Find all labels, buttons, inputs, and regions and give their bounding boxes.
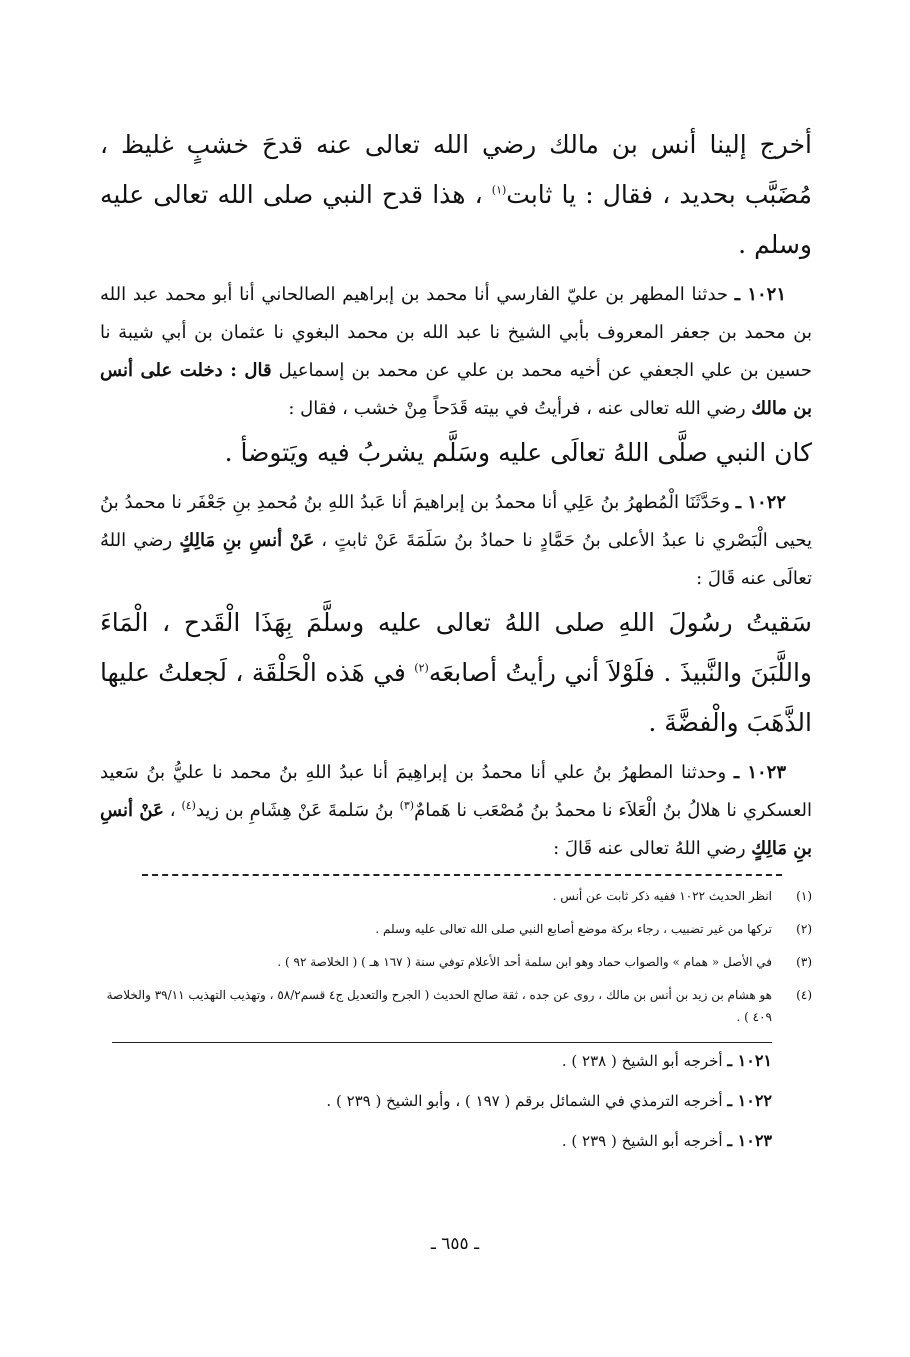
footnote-number: (٣) [796, 955, 812, 969]
quote-1021: كان النبي صلَّى اللهُ تعالَى عليه وسَلَّم يشربُ فيه ويَتوضأ . [224, 438, 812, 467]
hadith-1022 [100, 484, 812, 598]
hadith-end: رضي اللهُ تعالى عنه قَالَ : [553, 838, 752, 859]
footnote-text: هو هشام بن زيد بن أنس بن مالك ، روى عن جده ، ثقة صالح الحديث ( الجرح والتعديل ج٤ قسم٥٨/٢ ، وتهذيب التهذيب ٣٩/١١ والخلاصة ٤٠٩ ) . [106, 988, 772, 1024]
footnote-ref-2[interactable]: (٢) [414, 661, 429, 675]
takhrij-item [100, 1051, 772, 1071]
hadith-chain: وحَدَّثَنَا الْمُطهرُ بنُ عَلِي أنا محمدُ بن إبراهيمَ أنا عَبدُ اللهِ بنُ مُحمدِ بنِ جَعْفَر نا محمدُ بنُ يحيى الْبَصْري نا عبدُ الأعلى بنُ حَمَّادٍ نا حمادُ بنُ سَلَمَةَ عَنْ ثابتٍ ، [100, 492, 812, 551]
hadith-end: رضي الله تعالى عنه ، فرأيتُ في بيته قَدَحاً مِنْ خشب ، فقال : [288, 398, 752, 419]
footnote-number: (١) [796, 889, 812, 903]
takhrij-number: ١٠٢٢ ـ [727, 1091, 772, 1110]
footnote-number: (٤) [796, 988, 812, 1002]
hadith-1021 [100, 276, 812, 428]
quote-top-text-a: أخرج إلينا أنس بن مالك رضي الله تعالى عنه قدحَ خشبٍ غليظ ، مُضَبَّب بحديد ، فقال : يا ثابت [100, 130, 812, 209]
footnote-ref-4[interactable]: (٤) [181, 799, 196, 812]
footnote-number: (٢) [796, 922, 812, 936]
footnote-item [100, 921, 812, 940]
hadith-bold: عَنْ أنسِ بنِ مَالِكٍ [100, 800, 812, 859]
footnote-ref-3[interactable]: (٣) [399, 799, 415, 812]
hadith-1023 [100, 754, 812, 868]
footnote-separator-dashed [142, 874, 782, 876]
footnote-text: في الأصل « همام » والصواب حماد وهو ابن سلمة أحد الأعلام توفي سنة ( ١٦٧ هـ ) ( الخلاصة ٩٢ ) . [277, 955, 772, 969]
hadith-chain-a: وحدثنا المطهرُ بنُ علي أنا محمدُ بن إبراهِيمَ أنا عبدُ اللهِ بنُ محمد نا عليُّ بنُ سَعيد العسكري نا هلالُ بنُ الْعَلاَء نا محمدُ بنُ مُصْعَب نا هَمامٌ [100, 762, 813, 821]
hadith-number: ١٠٢١ ـ [734, 284, 786, 305]
hadith-chain: حدثنا المطهر بن عليّ الفارسي أنا محمد بن إبراهيم الصالحاني أنا أبو محمد عبد الله بن محمد بن جعفر المعروف بأبي الشيخ نا عبد الله بن محمد البغوي نا عثمان بن أبي شيبة نا حسين بن علي الجعفي عن أخيه محمد بن علي عن محمد بن إسماعيل [100, 284, 812, 381]
takhrij-text: أخرجه أبو الشيخ ( ٢٣٩ ) . [561, 1132, 728, 1150]
footnote-item [100, 987, 812, 1028]
takhrij-item [100, 1091, 772, 1111]
takhrij-item [100, 1131, 772, 1151]
page-number: ـ ٦٥٥ ـ [430, 1234, 480, 1254]
takhrij-number: ١٠٢٣ ـ [727, 1131, 772, 1150]
quote-1022-text-b: في هَذه الْحَلْقَة ، لَجعلتُ عليها الذَّهَبَ والْفضَّةَ . [100, 658, 812, 737]
footnote-ref-1[interactable]: (١) [491, 183, 507, 197]
footnote-item [100, 954, 812, 973]
footnote-item [100, 888, 812, 907]
quote-top-text-b: ، هذا قدح النبي صلى الله تعالى عليه وسلم . [100, 180, 812, 259]
takhrij-text: أخرجه أبو الشيخ ( ٢٣٨ ) . [561, 1052, 728, 1070]
takhrij-number: ١٠٢١ ـ [727, 1051, 772, 1070]
hadith-bold: قال : دخلت على أنس بن مالك [100, 360, 812, 419]
hadith-chain-c: ، [163, 800, 182, 821]
quote-1022 [100, 598, 812, 748]
page [100, 120, 812, 1280]
footnote-text: تركها من غير تضبيب ، رجاء بركة موضع أصابع النبي صلى الله تعالى عليه وسلم . [375, 922, 772, 936]
footnotes [100, 888, 812, 1028]
hadith-chain-b: بنُ سَلمةَ عَنْ هِشَامِ بن زيد [195, 800, 400, 821]
takhrij-separator [112, 1042, 772, 1043]
hadith-end: رضي اللهُ تعالَى عنه قَالَ : [100, 530, 812, 589]
hadith-number: ١٠٢٢ ـ [735, 492, 786, 513]
takhrij-list [100, 1051, 812, 1151]
quote-1022-text-a: سَقيتُ رسُولَ اللهِ صلى اللهُ تعالى عليه وسلَّمَ بِهَذَا الْقَدح ، الْمَاءَ واللَّبَنَ والنَّبيذَ . فلَوْلاَ أني رأيتُ أصابعَه [100, 608, 812, 687]
hadith-bold: عَنْ أنسِ بنِ مَالِكٍ [179, 530, 315, 551]
footnote-text: انظر الحديث ١٠٢٢ ففيه ذكر ثابت عن أنس . [552, 889, 772, 903]
hadith-number: ١٠٢٣ ـ [733, 762, 786, 783]
takhrij-text: أخرجه الترمذي في الشمائل برقم ( ١٩٧ ) ، وأبو الشيخ ( ٢٣٩ ) . [326, 1092, 728, 1110]
quote-top [100, 120, 812, 270]
